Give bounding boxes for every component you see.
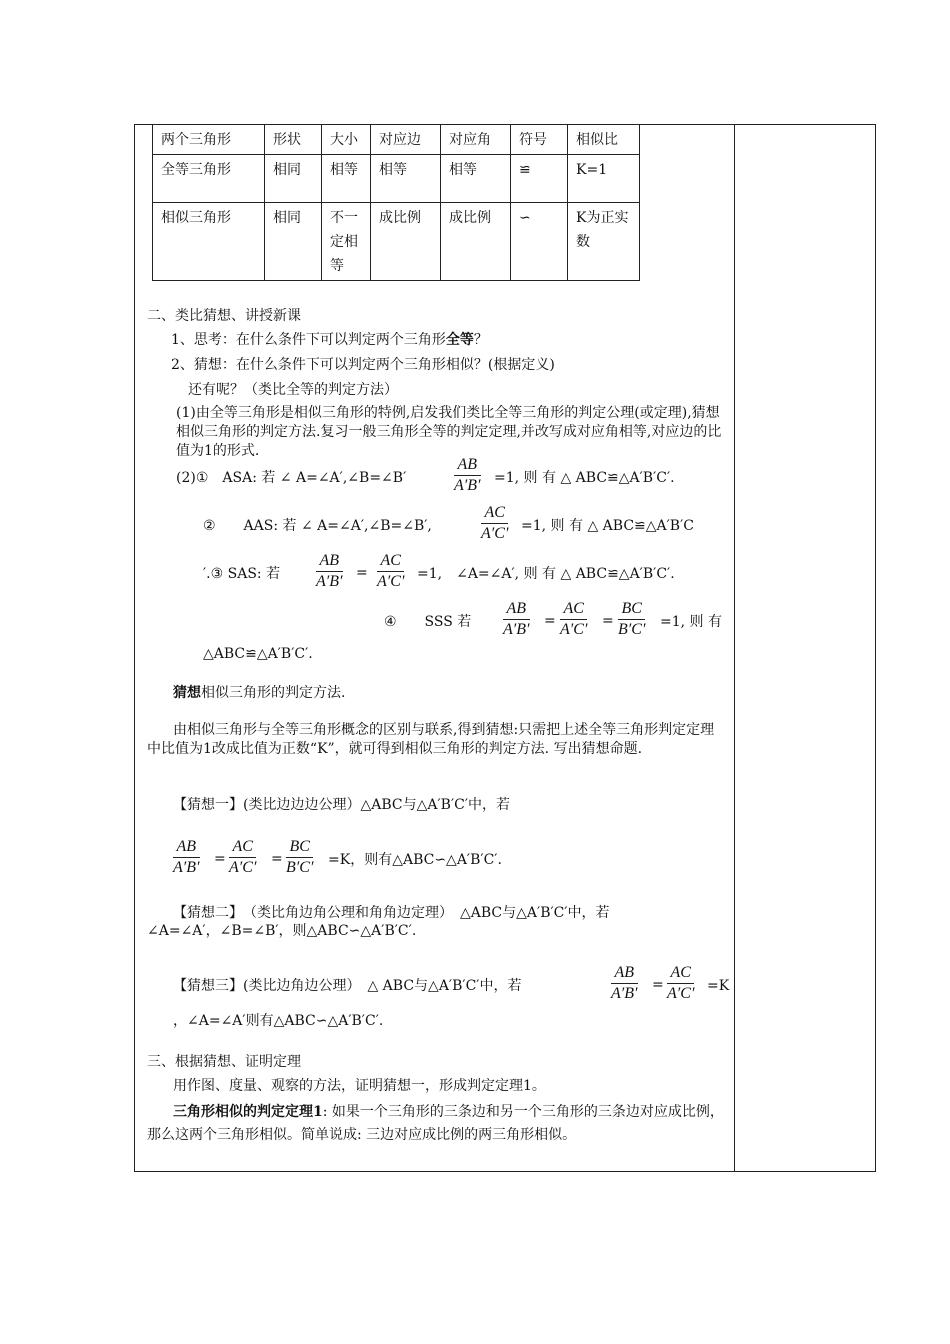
fraction-bc (286, 837, 313, 878)
denominator: A′B′ (316, 573, 343, 590)
asa-text: (2)① ASA: 若 ∠ A=∠A′,∠B=∠B′ (176, 470, 407, 486)
bold-text: 猜想 (173, 685, 201, 701)
guess-3-conclusion: ，∠A=∠A′则有△ABC∽△A′B′C′. (173, 1013, 384, 1029)
table-cell: ∽ (511, 203, 568, 281)
denominator: A′C′ (377, 573, 405, 590)
fraction-ab (316, 551, 343, 592)
numerator: AB (173, 837, 200, 858)
comparison-table (152, 124, 640, 281)
fraction-ac (377, 551, 404, 592)
table-cell: ≌ (511, 155, 568, 203)
table-cell: 相同 (265, 203, 322, 281)
question-1 (171, 331, 488, 350)
header-cell: 形状 (265, 125, 322, 155)
aas-text: ② AAS: 若 ∠ A=∠A′,∠B=∠B′, (203, 518, 432, 534)
equals-sign: = (652, 977, 664, 993)
fraction-ac (667, 963, 694, 1004)
guess-3-k: =K (707, 978, 730, 994)
theorem-1 (147, 1101, 726, 1147)
section-title: 三、根据猜想、证明定理 (147, 1054, 301, 1070)
denominator: A′C′ (667, 985, 695, 1002)
text: 相似三角形的判定方法. (201, 685, 346, 701)
sss-result: △ABC≌△A′B′C′. (203, 646, 313, 662)
table-cell: 全等三角形 (153, 155, 265, 203)
table-cell: 成比例 (371, 203, 441, 281)
asa-conclusion: =1, 则 有 △ ABC≌△A′B′C′. (494, 470, 675, 486)
guess-heading (173, 684, 345, 703)
table-cell: 不一定相等 (322, 203, 371, 281)
guess-3: 【猜想三】(类比边角边公理） △ ABC与△A′B′C′中，若 (173, 978, 522, 994)
denominator: A′B′ (611, 985, 638, 1002)
denominator: A′B′ (503, 621, 530, 638)
table-header-row (153, 125, 640, 155)
sss-conclusion: =1, 则 有 (660, 614, 722, 630)
sas-conclusion: =1, ∠A=∠A′, 则 有 △ ABC≌△A′B′C′. (417, 566, 675, 582)
header-cell: 符号 (511, 125, 568, 155)
table-cell: 相等 (371, 155, 441, 203)
fraction-ac (560, 599, 587, 640)
table-cell: 成比例 (441, 203, 511, 281)
equals-sign: = (544, 613, 556, 629)
numerator: AB (611, 963, 638, 984)
fraction-ab (454, 455, 481, 496)
numerator: AC (229, 837, 256, 858)
table-cell: K为正实数 (568, 203, 640, 281)
paragraph-2: 由相似三角形与全等三角形概念的区别与联系,得到猜想:只需把上述全等三角形判定定理中比值为1改成比值为正数“K”，就可得到相似三角形的判定方法. 写出猜想命题. (147, 722, 715, 757)
equals-sign: = (271, 851, 283, 867)
guess-1: 【猜想一】(类比边边边公理）△ABC与△A′B′C′中，若 (173, 797, 511, 813)
column-divider (734, 124, 735, 1172)
table-cell: 相等 (441, 155, 511, 203)
table-cell: 相等 (322, 155, 371, 203)
numerator: AB (503, 599, 530, 620)
aas-conclusion: =1, 则 有 △ ABC≌△A′B′C (521, 518, 694, 534)
denominator: B′C′ (286, 859, 314, 876)
denominator: A′B′ (454, 477, 481, 494)
numerator: BC (618, 599, 645, 620)
fraction-ab (503, 599, 530, 640)
text: ？ (473, 332, 488, 348)
numerator: AC (481, 503, 508, 524)
fraction-ab (611, 963, 638, 1004)
sas-text: ′.③ SAS: 若 (203, 566, 281, 582)
fraction-ac (229, 837, 256, 878)
method-line: 用作图、度量、观察的方法，证明猜想一，形成判定定理1。 (173, 1078, 546, 1094)
numerator: AB (454, 455, 481, 476)
guess-2-conclusion: ∠A=∠A′，∠B=∠B′，则△ABC∽△A′B′C′. (147, 923, 417, 939)
sss-text: ④ SSS 若 (384, 614, 472, 630)
fraction-bc (618, 599, 645, 640)
numerator: BC (286, 837, 313, 858)
bold-text: 全等 (445, 332, 474, 348)
header-cell: 大小 (322, 125, 371, 155)
header-cell: 相似比 (568, 125, 640, 155)
guess-2: 【猜想二】 （类比角边角公理和角角边定理） △ABC与△A′B′C′中，若 (173, 905, 610, 921)
table-cell: K=1 (568, 155, 640, 203)
numerator: AC (667, 963, 694, 984)
text: 1、思考：在什么条件下可以判定两个三角形 (171, 332, 446, 348)
denominator: B′C′ (618, 621, 646, 638)
fraction-ac (481, 503, 508, 544)
equals-sign: = (214, 851, 226, 867)
paragraph-1: (1)由全等三角形是相似三角形的特例,启发我们类比全等三角形的判定公理(或定理),猜想相似三角形的判定方法.复习一般三角形全等的判定定理,并改写成对应角相等,对应边的比值为1的形式. (176, 405, 722, 459)
denominator: A′C′ (560, 621, 588, 638)
numerator: AC (560, 599, 587, 620)
equals-sign: = (602, 613, 614, 629)
section-title: 二、类比猜想、讲授新课 (147, 308, 301, 324)
header-cell: 两个三角形 (153, 125, 265, 155)
header-cell: 对应边 (371, 125, 441, 155)
denominator: A′C′ (229, 859, 257, 876)
guess-1-conclusion: =K，则有△ABC∽△A′B′C′. (328, 852, 502, 868)
bold-text: 三角形相似的判定定理1 (173, 1104, 323, 1120)
table-row (153, 203, 640, 281)
numerator: AC (377, 551, 404, 572)
fraction-ab (173, 837, 200, 878)
table-cell: 相似三角形 (153, 203, 265, 281)
text: : 如果一个三角形的三条边和另一个三角形的三条边对应成比例，那么这两个三角形相似。简单说成: 三边对应成比例的两三角形相似。 (147, 1104, 724, 1143)
question-2: 2、猜想：在什么条件下可以判定两个三角形相似？(根据定义) (171, 357, 555, 373)
more-question: 还有呢？（类比全等的判定方法） (188, 382, 398, 398)
numerator: AB (316, 551, 343, 572)
equals-sign: = (356, 565, 368, 581)
header-cell: 对应角 (441, 125, 511, 155)
table-row (153, 155, 640, 203)
table-cell: 相同 (265, 155, 322, 203)
denominator: A′C′ (481, 525, 509, 542)
denominator: A′B′ (173, 859, 200, 876)
